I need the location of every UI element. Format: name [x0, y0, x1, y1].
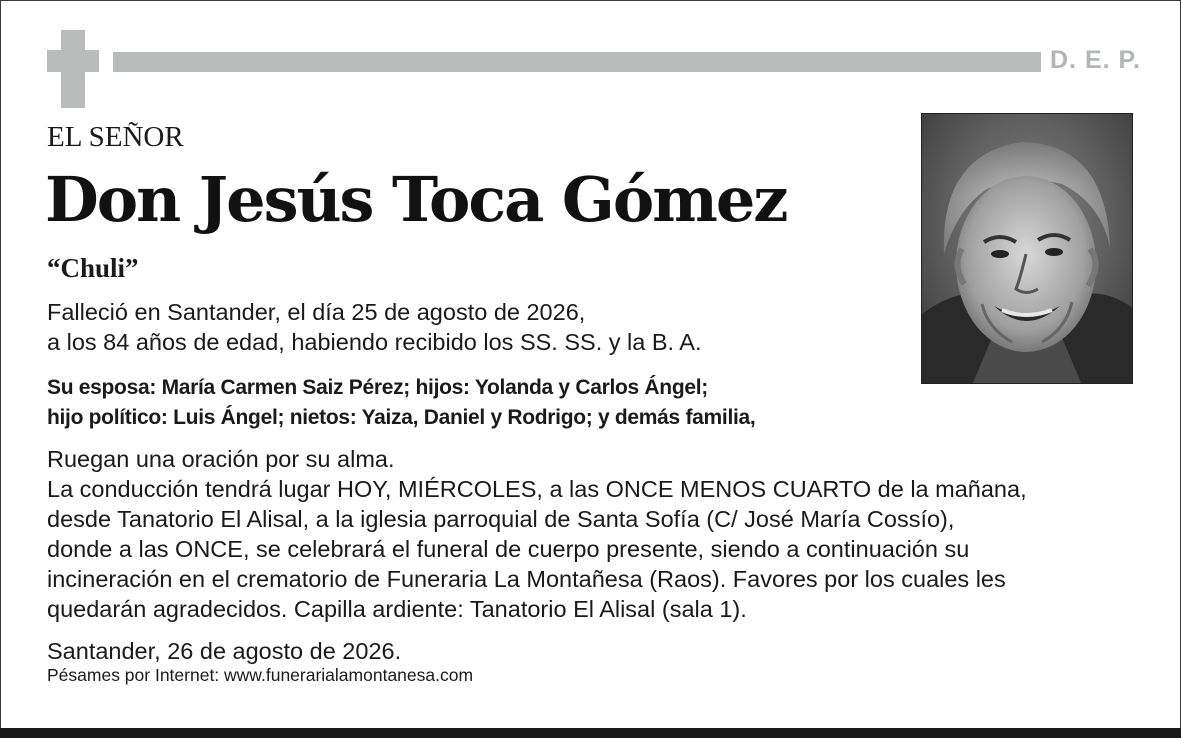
- death-notice: [47, 297, 702, 357]
- deceased-name: Don Jesús Toca Gómez: [45, 163, 787, 236]
- service-line: desde Tanatorio El Alisal, a la iglesia parroquial de Santa Sofía (C/ José María Cossío),: [47, 506, 955, 532]
- family-line: hijo político: Luis Ángel; nietos: Yaiza, Daniel y Rodrigo; y demás familia,: [47, 406, 756, 429]
- portrait-image: [922, 114, 1133, 384]
- dep-label: D. E. P.: [1050, 46, 1141, 74]
- portrait-photo: [921, 113, 1133, 384]
- header-rule: [113, 52, 1041, 72]
- service-line: Ruegan una oración por su alma.: [47, 446, 395, 472]
- service-line: quedarán agradecidos. Capilla ardiente: Tanatorio El Alisal (sala 1).: [47, 596, 747, 622]
- place-date: Santander, 26 de agosto de 2026.: [47, 638, 402, 664]
- service-line: La conducción tendrá lugar HOY, MIÉRCOLES, a las ONCE MENOS CUARTO de la mañana,: [47, 476, 1027, 502]
- death-notice-line: Falleció en Santander, el día 25 de agosto de 2026,: [47, 299, 586, 325]
- cross-horizontal-bar: [47, 50, 99, 72]
- family-line: Su esposa: María Carmen Saiz Pérez; hijos: Yolanda y Carlos Ángel;: [47, 376, 708, 399]
- condolences-website: Pésames por Internet: www.funerarialamontanesa.com: [47, 665, 474, 685]
- death-notice-line: a los 84 años de edad, habiendo recibido los SS. SS. y la B. A.: [47, 329, 702, 355]
- deceased-nickname: “Chuli”: [47, 253, 139, 283]
- bottom-border: [0, 728, 1181, 738]
- service-line: donde a las ONCE, se celebrará el funeral de cuerpo presente, siendo a continuación su: [47, 536, 970, 562]
- service-details: [47, 444, 1027, 624]
- service-line: incineración en el crematorio de Funeraria La Montañesa (Raos). Favores por los cuales les: [47, 566, 1006, 592]
- honorific-prefix: EL SEÑOR: [47, 121, 184, 153]
- family-list: [47, 373, 755, 433]
